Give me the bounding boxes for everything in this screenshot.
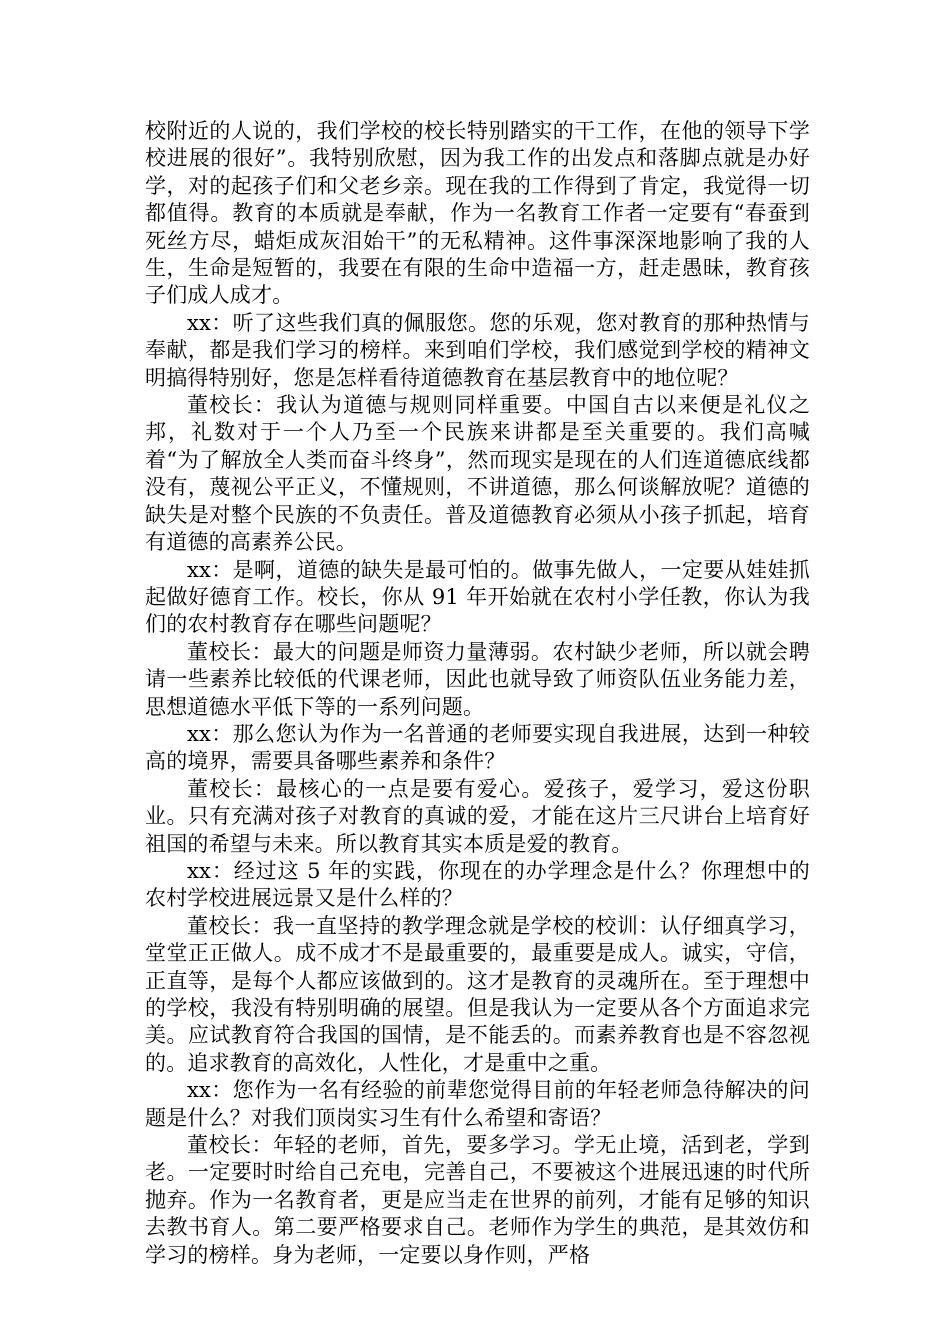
paragraph-continuation [145,118,810,310]
paragraph-interviewer-question [145,721,810,776]
speaker-label: xx： [187,557,233,582]
speaker-label: xx： [187,721,233,746]
speaker-label: xx： [187,1078,233,1103]
paragraph-principal-answer [145,913,810,1077]
speaker-label: 董校长： [187,639,273,664]
paragraph-text: 我一直坚持的教学理念就是学校的校训：认仔细真学习，堂堂正正做人。成不成才不是最重要的，最重要是成人。诚实，守信，正直等，是每个人都应该做到的。这才是教育的灵魂所在。至于理想中的学校，我没有特别明确的展望。但是我认为一定要从各个方面追求完美。应试教育符合我国的国情，是不能丢的。而素养教育也是不容忽视的。追求教育的高效化，人性化，才是重中之重。 [145,913,810,1075]
paragraph-text: 听了这些我们真的佩服您。您的乐观，您对教育的那种热情与奉献，都是我们学习的榜样。来到咱们学校，我们感觉到学校的精神文明搞得特别好，您是怎样看待道德教育在基层教育中的地位呢？ [145,310,810,390]
speaker-label: 董校长： [187,776,277,801]
speaker-label: 董校长： [187,393,277,418]
speaker-label: 董校长： [187,1133,273,1158]
paragraph-principal-answer [145,1132,810,1269]
paragraph-interviewer-question [145,310,810,392]
paragraph-interviewer-question [145,1077,810,1132]
paragraph-principal-answer [145,776,810,858]
paragraph-text: 您作为一名有经验的前辈您觉得目前的年轻老师急待解决的问题是什么？对我们顶岗实习生有什么希望和寄语？ [145,1078,810,1130]
speaker-label: 董校长： [187,913,273,938]
paragraph-text: 那么您认为作为一名普通的老师要实现自我进展，达到一种较高的境界，需要具备哪些素养和条件？ [145,721,810,774]
paragraph-text: 校附近的人说的，我们学校的校长特别踏实的干工作，在他的领导下学校进展的很好”。我特别欣慰，因为我工作的出发点和落脚点就是办好学，对的起孩子们和父老乡亲。现在我的工作得到了肯定，我觉得一切都值得。教育的本质就是奉献，作为一名教育工作者一定要有“春蚕到死丝方尽，蜡炬成灰泪始干”的无私精神。这件事深深地影响了我的人生，生命是短暂的，我要在有限的生命中造福一方，赶走愚昧，教育孩子们成人成才。 [145,119,810,308]
paragraph-text: 是啊，道德的缺失是最可怕的。做事先做人，一定要从娃娃抓起做好德育工作。校长，你从 91 年开始就在农村小学任教，你认为我们的农村教育存在哪些问题呢？ [145,557,810,637]
paragraph-interviewer-question [145,557,810,639]
speaker-label: xx： [187,310,233,335]
paragraph-principal-answer [145,639,810,721]
paragraph-text: 最大的问题是师资力量薄弱。农村缺少老师，所以就会聘请一些素养比较低的代课老师，因此也就导致了师资队伍业务能力差，思想道德水平低下等的一系列问题。 [145,639,810,719]
paragraph-text: 经过这 5 年的实践，你现在的办学理念是什么？你理想中的农村学校进展远景又是什么样的？ [145,858,810,911]
document-page [145,118,810,1269]
paragraph-interviewer-question [145,858,810,913]
paragraph-principal-answer [145,392,810,556]
speaker-label: xx： [187,858,234,883]
paragraph-text: 年轻的老师，首先，要多学习。学无止境，活到老，学到老。一定要时时给自己充电，完善自己，不要被这个进展迅速的时代所抛弃。作为一名教育者，更是应当走在世界的前列，才能有足够的知识去教书育人。第二要严格要求自己。老师作为学生的典范，是其效仿和学习的榜样。身为老师，一定要以身作则，严格 [145,1133,810,1267]
paragraph-text: 我认为道德与规则同样重要。中国自古以来便是礼仪之邦，礼数对于一个人乃至一个民族来讲都是至关重要的。我们高喊着“为了解放全人类而奋斗终身”，然而现实是现在的人们连道德底线都没有，蔑视公平正义，不懂规则，不讲道德，那么何谈解放呢？道德的缺失是对整个民族的不负责任。普及道德教育必须从小孩子抓起，培育有道德的高素养公民。 [145,393,810,555]
paragraph-text: 最核心的一点是要有爱心。爱孩子，爱学习，爱这份职业。只有充满对孩子对教育的真诚的爱，才能在这片三尺讲台上培育好祖国的希望与未来。所以教育其实本质是爱的教育。 [145,776,810,856]
